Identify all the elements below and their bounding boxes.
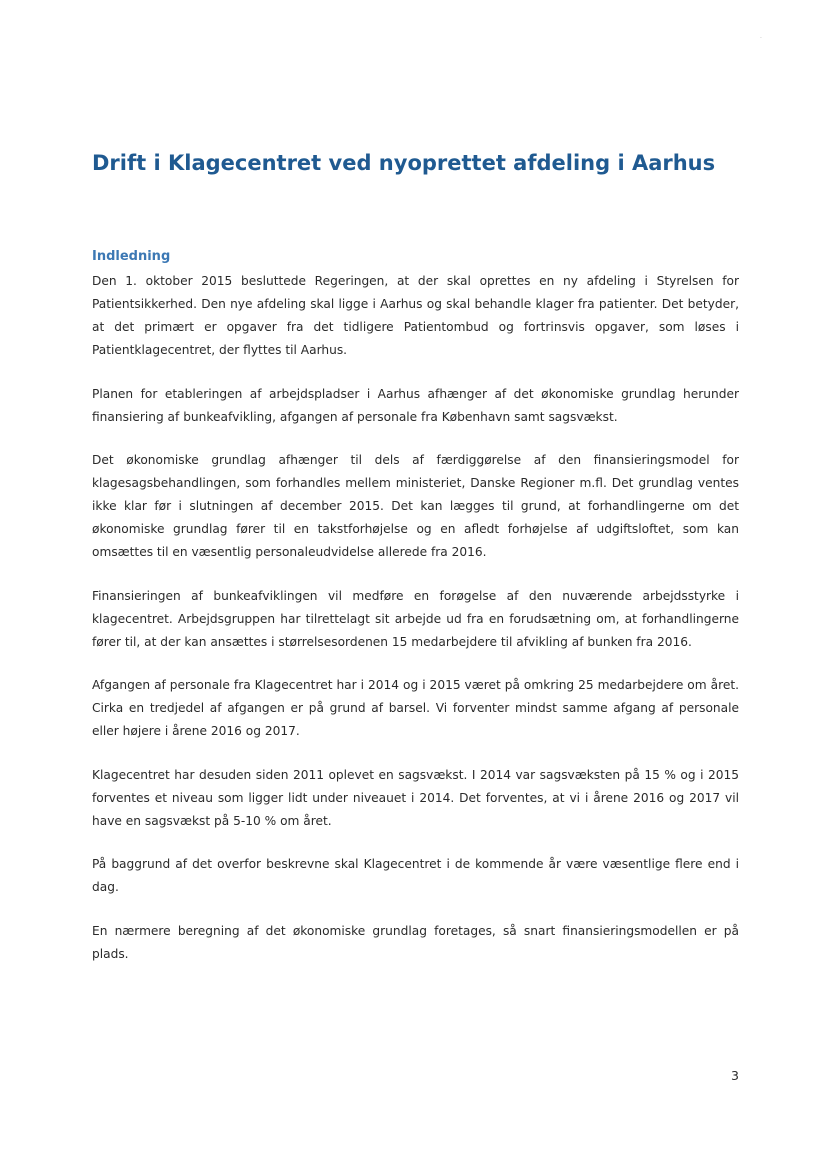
paragraph-1: Den 1. oktober 2015 besluttede Regeringen, at der skal oprettes en ny afdeling i Styrelsen for Patientsikkerhed. Den nye afdeling skal ligge i Aarhus og skal behandle klager fra patienter. Det betyder, at det primært er opgaver fra det tidligere Patientombud og fortrinsvis opgaver, som løses i Patientklagecentret, der flyttes til Aarhus. bbox=[92, 274, 739, 357]
paragraph-5: Afgangen af personale fra Klagecentret har i 2014 og i 2015 været på omkring 25 medarbejdere om året. Cirka en tredjedel af afgangen er på grund af barsel. Vi forventer mindst samme afgang af personale eller højere i årene 2016 og 2017. bbox=[92, 678, 739, 738]
scan-mark: . bbox=[760, 33, 762, 40]
section-heading: Indledning bbox=[92, 249, 171, 264]
document-title: Drift i Klagecentret ved nyoprettet afdeling i Aarhus bbox=[92, 151, 716, 175]
paragraph-8: En nærmere beregning af det økonomiske grundlag foretages, så snart finansieringsmodellen er på plads. bbox=[92, 923, 739, 961]
paragraph-3: Det økonomiske grundlag afhænger til dels af færdiggørelse af den finansieringsmodel for klagesagsbehandlingen, som forhandles mellem ministeriet, Danske Regioner m.fl. Det grundlag ventes ikke klar før i slutningen af december 2015. Det kan lægges til grund, at forhandlingerne om det økonomiske grundlag fører til en takstforhøjelse og en afledt forhøjelse af udgiftsloftet, som kan omsættes til en væsentlig personaleudvidelse allerede fra 2016. bbox=[92, 453, 739, 559]
paragraph-2: Planen for etableringen af arbejdspladser i Aarhus afhænger af det økonomiske grundlag herunder finansiering af bunkeafvikling, afgangen af personale fra København samt sagsvækst. bbox=[92, 386, 739, 424]
paragraph-6: Klagecentret har desuden siden 2011 oplevet en sagsvækst. I 2014 var sagsvæksten på 15 % og i 2015 forventes et niveau som ligger lidt under niveauet i 2014. Det forventes, at vi i årene 2016 og 2017 vil have en sagsvækst på 5-10 % om året. bbox=[92, 767, 739, 828]
paragraph-4: Finansieringen af bunkeafviklingen vil medføre en forøgelse af den nuværende arbejdsstyrke i klagecentret. Arbejdsgruppen har tilrettelagt sit arbejde ud fra en forudsætning om, at forhandlingerne fører til, at der kan ansættes i størrelsesordenen 15 medarbejdere til afvikling af bunken fra 2016. bbox=[92, 588, 739, 649]
paragraph-7: På baggrund af det overfor beskrevne skal Klagecentret i de kommende år være væsentlige flere end i dag. bbox=[92, 857, 739, 894]
page-number: 3 bbox=[731, 1068, 739, 1083]
body-text bbox=[92, 270, 739, 986]
